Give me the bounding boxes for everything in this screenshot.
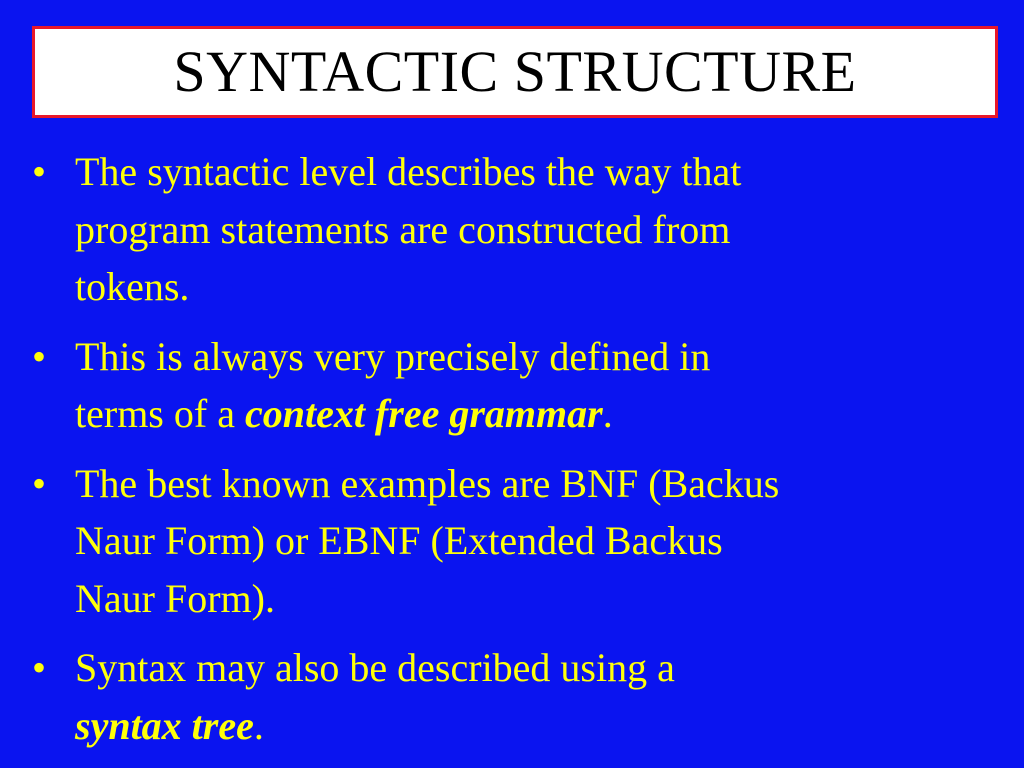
bullet-item-2 [28,328,988,443]
bullet-1-line-2: program statements are constructed from [75,206,731,252]
bullet-item-1 [28,143,988,316]
bullet-3-line-1: The best known examples are BNF (Backus [75,460,780,506]
bullet-1-line-3: tokens. [75,264,190,309]
bullet-4-line-1: Syntax may also be described using a [75,645,675,690]
bullet-4-emphasis: syntax tree [75,702,254,748]
bullet-icon: • [32,460,47,506]
bullet-3-line-3: Naur Form). [75,575,275,621]
bullet-1-line-1: The syntactic level describes the way that [75,149,742,194]
bullet-item-4 [28,639,988,754]
bullet-icon: • [32,149,47,194]
slide-title: SYNTACTIC STRUCTURE [173,39,857,104]
bullet-icon: • [32,333,47,379]
bullet-2-line-1: This is always very precisely defined in [75,333,711,379]
bullet-icon: • [32,645,47,690]
bullet-4-line-2-suffix: . [253,702,264,748]
bullet-2-emphasis: context free grammar [244,391,603,436]
bullet-list [28,143,988,766]
bullet-3-line-2: Naur Form) or EBNF (Extended Backus [75,518,723,563]
bullet-2-line-2-prefix: terms of a [75,391,245,436]
bullet-2-line-2-suffix: . [602,391,613,436]
title-box [32,26,998,118]
bullet-item-3 [28,455,988,628]
